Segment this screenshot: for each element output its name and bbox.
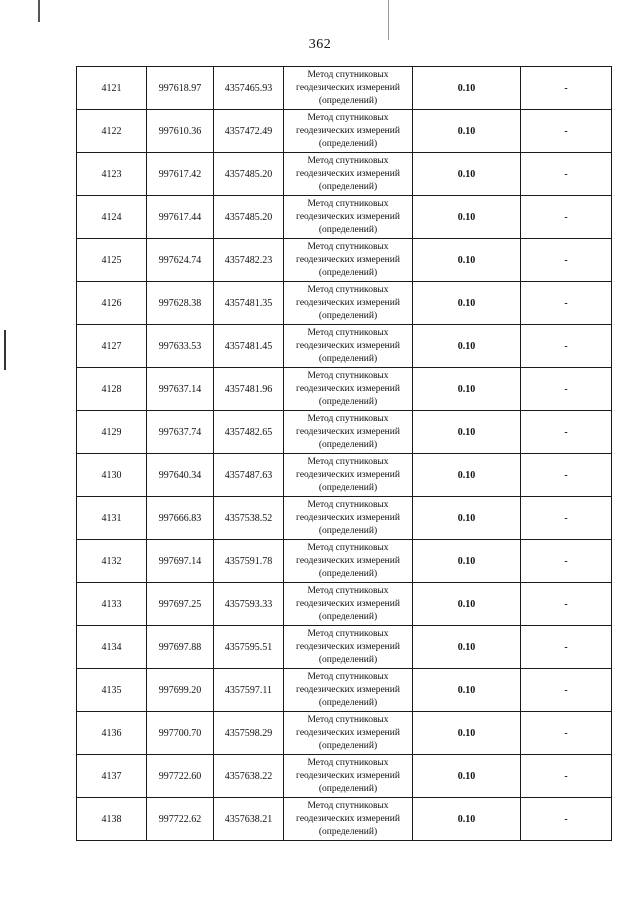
method-line: Метод спутниковых	[307, 284, 389, 295]
scan-edge-mark	[388, 0, 389, 40]
table-row	[77, 626, 612, 669]
scan-edge-mark	[38, 0, 40, 22]
x-coordinate-cell: 997722.62	[147, 798, 214, 841]
table-row	[77, 282, 612, 325]
accuracy-cell: 0.10	[413, 196, 521, 239]
method-line: геодезических измерений	[296, 125, 400, 136]
method-cell	[284, 67, 413, 110]
method-cell	[284, 669, 413, 712]
method-line: геодезических измерений	[296, 727, 400, 738]
accuracy-cell: 0.10	[413, 497, 521, 540]
point-id-cell: 4129	[77, 411, 147, 454]
table-row	[77, 239, 612, 282]
table-row	[77, 110, 612, 153]
point-id-cell: 4121	[77, 67, 147, 110]
method-line: Метод спутниковых	[307, 671, 389, 682]
method-line: (определений)	[318, 181, 378, 192]
method-line: (определений)	[318, 740, 378, 751]
x-coordinate-cell: 997637.14	[147, 368, 214, 411]
point-id-cell: 4131	[77, 497, 147, 540]
method-line: Метод спутниковых	[307, 542, 389, 553]
method-line: Метод спутниковых	[307, 585, 389, 596]
y-coordinate-cell: 4357481.45	[214, 325, 284, 368]
x-coordinate-cell: 997610.36	[147, 110, 214, 153]
y-coordinate-cell: 4357597.11	[214, 669, 284, 712]
method-cell	[284, 583, 413, 626]
method-cell	[284, 712, 413, 755]
method-line: (определений)	[318, 95, 378, 106]
method-cell	[284, 282, 413, 325]
method-line: Метод спутниковых	[307, 155, 389, 166]
point-id-cell: 4128	[77, 368, 147, 411]
method-line: Метод спутниковых	[307, 757, 389, 768]
note-cell: -	[521, 626, 612, 669]
y-coordinate-cell: 4357472.49	[214, 110, 284, 153]
x-coordinate-cell: 997700.70	[147, 712, 214, 755]
point-id-cell: 4126	[77, 282, 147, 325]
method-cell	[284, 239, 413, 282]
point-id-cell: 4137	[77, 755, 147, 798]
method-line: (определений)	[318, 568, 378, 579]
point-id-cell: 4127	[77, 325, 147, 368]
method-line: Метод спутниковых	[307, 800, 389, 811]
x-coordinate-cell: 997697.25	[147, 583, 214, 626]
point-id-cell: 4135	[77, 669, 147, 712]
point-id-cell: 4125	[77, 239, 147, 282]
table-row	[77, 454, 612, 497]
note-cell: -	[521, 540, 612, 583]
accuracy-cell: 0.10	[413, 669, 521, 712]
note-cell: -	[521, 67, 612, 110]
accuracy-cell: 0.10	[413, 368, 521, 411]
note-cell: -	[521, 282, 612, 325]
note-cell: -	[521, 454, 612, 497]
table-row	[77, 583, 612, 626]
point-id-cell: 4122	[77, 110, 147, 153]
method-line: (определений)	[318, 267, 378, 278]
y-coordinate-cell: 4357481.96	[214, 368, 284, 411]
scan-edge-mark	[4, 330, 6, 370]
method-line: геодезических измерений	[296, 383, 400, 394]
method-line: геодезических измерений	[296, 82, 400, 93]
table-row	[77, 411, 612, 454]
y-coordinate-cell: 4357465.93	[214, 67, 284, 110]
method-line: геодезических измерений	[296, 297, 400, 308]
y-coordinate-cell: 4357482.23	[214, 239, 284, 282]
accuracy-cell: 0.10	[413, 325, 521, 368]
method-cell	[284, 540, 413, 583]
method-line: геодезических измерений	[296, 168, 400, 179]
table-row	[77, 755, 612, 798]
method-line: (определений)	[318, 396, 378, 407]
method-line: геодезических измерений	[296, 211, 400, 222]
method-cell	[284, 110, 413, 153]
y-coordinate-cell: 4357482.65	[214, 411, 284, 454]
method-cell	[284, 325, 413, 368]
x-coordinate-cell: 997640.34	[147, 454, 214, 497]
point-id-cell: 4124	[77, 196, 147, 239]
method-line: (определений)	[318, 138, 378, 149]
table-row	[77, 540, 612, 583]
method-line: (определений)	[318, 224, 378, 235]
y-coordinate-cell: 4357485.20	[214, 196, 284, 239]
accuracy-cell: 0.10	[413, 712, 521, 755]
note-cell: -	[521, 368, 612, 411]
note-cell: -	[521, 798, 612, 841]
method-line: геодезических измерений	[296, 469, 400, 480]
table-row	[77, 368, 612, 411]
point-id-cell: 4133	[77, 583, 147, 626]
y-coordinate-cell: 4357481.35	[214, 282, 284, 325]
y-coordinate-cell: 4357593.33	[214, 583, 284, 626]
method-cell	[284, 497, 413, 540]
method-cell	[284, 411, 413, 454]
y-coordinate-cell: 4357538.52	[214, 497, 284, 540]
table-row	[77, 153, 612, 196]
method-line: Метод спутниковых	[307, 413, 389, 424]
method-cell	[284, 454, 413, 497]
accuracy-cell: 0.10	[413, 798, 521, 841]
method-line: геодезических измерений	[296, 426, 400, 437]
method-cell	[284, 196, 413, 239]
table-row	[77, 669, 612, 712]
method-line: геодезических измерений	[296, 340, 400, 351]
method-line: (определений)	[318, 353, 378, 364]
table-row	[77, 712, 612, 755]
method-cell	[284, 368, 413, 411]
note-cell: -	[521, 110, 612, 153]
note-cell: -	[521, 411, 612, 454]
method-line: Метод спутниковых	[307, 370, 389, 381]
page-number: 362	[308, 37, 332, 52]
method-line: (определений)	[318, 439, 378, 450]
note-cell: -	[521, 669, 612, 712]
accuracy-cell: 0.10	[413, 454, 521, 497]
method-cell	[284, 755, 413, 798]
x-coordinate-cell: 997617.44	[147, 196, 214, 239]
accuracy-cell: 0.10	[413, 755, 521, 798]
method-line: Метод спутниковых	[307, 198, 389, 209]
x-coordinate-cell: 997722.60	[147, 755, 214, 798]
y-coordinate-cell: 4357598.29	[214, 712, 284, 755]
method-line: Метод спутниковых	[307, 241, 389, 252]
y-coordinate-cell: 4357591.78	[214, 540, 284, 583]
x-coordinate-cell: 997699.20	[147, 669, 214, 712]
accuracy-cell: 0.10	[413, 583, 521, 626]
table-row	[77, 325, 612, 368]
note-cell: -	[521, 712, 612, 755]
accuracy-cell: 0.10	[413, 282, 521, 325]
point-id-cell: 4138	[77, 798, 147, 841]
y-coordinate-cell: 4357638.22	[214, 755, 284, 798]
table-row	[77, 67, 612, 110]
method-line: Метод спутниковых	[307, 112, 389, 123]
method-line: (определений)	[318, 611, 378, 622]
table-body	[77, 67, 612, 841]
method-line: Метод спутниковых	[307, 327, 389, 338]
y-coordinate-cell: 4357595.51	[214, 626, 284, 669]
method-cell	[284, 626, 413, 669]
note-cell: -	[521, 497, 612, 540]
accuracy-cell: 0.10	[413, 67, 521, 110]
x-coordinate-cell: 997618.97	[147, 67, 214, 110]
method-cell	[284, 153, 413, 196]
method-line: геодезических измерений	[296, 555, 400, 566]
method-line: Метод спутниковых	[307, 69, 389, 80]
table-row	[77, 196, 612, 239]
x-coordinate-cell: 997617.42	[147, 153, 214, 196]
note-cell: -	[521, 583, 612, 626]
note-cell: -	[521, 239, 612, 282]
x-coordinate-cell: 997697.14	[147, 540, 214, 583]
x-coordinate-cell: 997697.88	[147, 626, 214, 669]
accuracy-cell: 0.10	[413, 626, 521, 669]
accuracy-cell: 0.10	[413, 239, 521, 282]
point-id-cell: 4136	[77, 712, 147, 755]
y-coordinate-cell: 4357638.21	[214, 798, 284, 841]
y-coordinate-cell: 4357487.63	[214, 454, 284, 497]
x-coordinate-cell: 997633.53	[147, 325, 214, 368]
method-cell	[284, 798, 413, 841]
point-id-cell: 4123	[77, 153, 147, 196]
point-id-cell: 4134	[77, 626, 147, 669]
x-coordinate-cell: 997637.74	[147, 411, 214, 454]
method-line: (определений)	[318, 697, 378, 708]
table-row	[77, 497, 612, 540]
method-line: (определений)	[318, 525, 378, 536]
x-coordinate-cell: 997666.83	[147, 497, 214, 540]
method-line: (определений)	[318, 482, 378, 493]
method-line: Метод спутниковых	[307, 456, 389, 467]
method-line: (определений)	[318, 783, 378, 794]
method-line: геодезических измерений	[296, 254, 400, 265]
accuracy-cell: 0.10	[413, 540, 521, 583]
method-line: геодезических измерений	[296, 512, 400, 523]
accuracy-cell: 0.10	[413, 411, 521, 454]
y-coordinate-cell: 4357485.20	[214, 153, 284, 196]
method-line: геодезических измерений	[296, 598, 400, 609]
note-cell: -	[521, 325, 612, 368]
note-cell: -	[521, 196, 612, 239]
accuracy-cell: 0.10	[413, 110, 521, 153]
method-line: геодезических измерений	[296, 684, 400, 695]
method-line: Метод спутниковых	[307, 714, 389, 725]
accuracy-cell: 0.10	[413, 153, 521, 196]
coordinates-table	[76, 66, 612, 841]
method-line: геодезических измерений	[296, 770, 400, 781]
note-cell: -	[521, 153, 612, 196]
x-coordinate-cell: 997628.38	[147, 282, 214, 325]
point-id-cell: 4132	[77, 540, 147, 583]
method-line: геодезических измерений	[296, 813, 400, 824]
point-id-cell: 4130	[77, 454, 147, 497]
note-cell: -	[521, 755, 612, 798]
method-line: геодезических измерений	[296, 641, 400, 652]
x-coordinate-cell: 997624.74	[147, 239, 214, 282]
method-line: Метод спутниковых	[307, 499, 389, 510]
method-line: (определений)	[318, 310, 378, 321]
method-line: Метод спутниковых	[307, 628, 389, 639]
table-row	[77, 798, 612, 841]
method-line: (определений)	[318, 654, 378, 665]
method-line: (определений)	[318, 826, 378, 837]
